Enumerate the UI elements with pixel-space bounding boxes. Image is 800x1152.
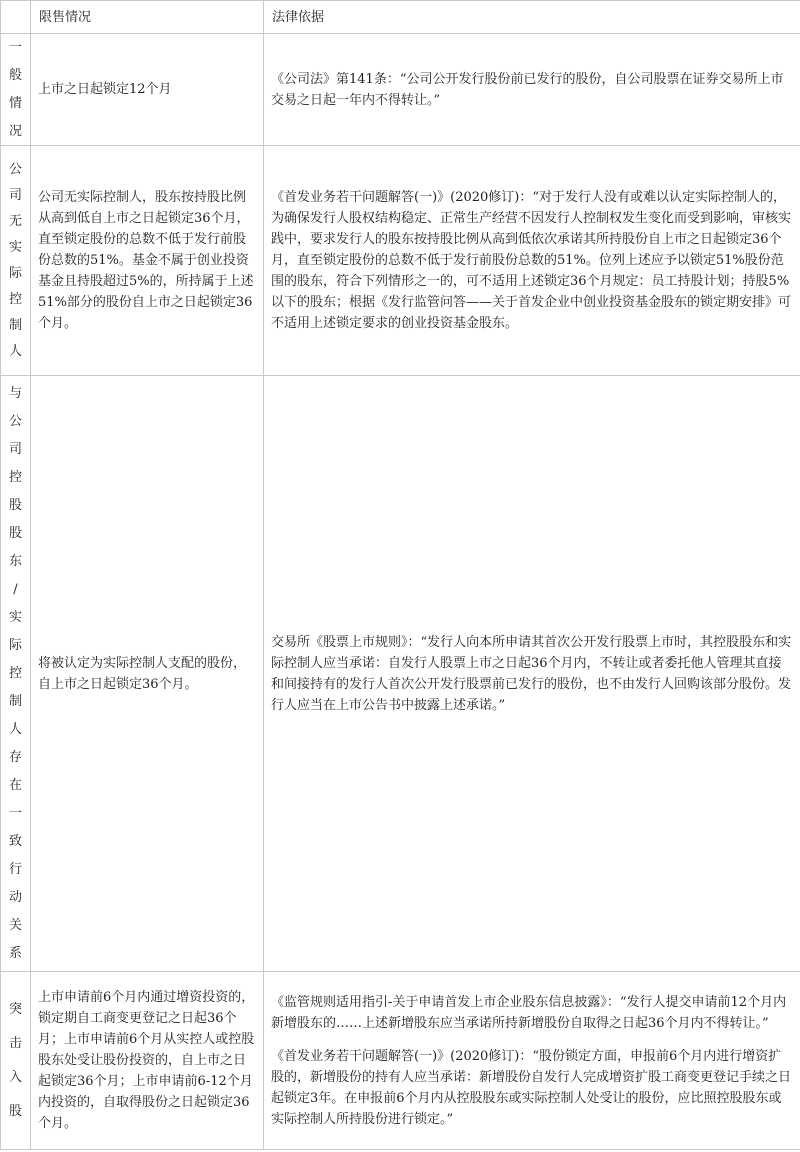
row-legal-basis	[264, 972, 800, 1150]
legal-basis-paragraph: 交易所《股票上市规则》：“发行人向本所申请其首次公开发行股票上市时，其控股股东和实际控制人应当承诺：自发行人股票上市之日起36个月内，不转让或者委托他人管理其直接和间接持有的发行人首次公开发行股票前已发行的股份，也不由发行人回购该部分股份。发行人应当在上市公告书中披露上述承诺。”	[271, 634, 792, 713]
row-restriction: 上市之日起锁定12个月	[31, 34, 264, 146]
category-char: 般	[8, 67, 22, 83]
category-char: 在	[8, 777, 22, 793]
category-char: 系	[8, 945, 22, 961]
category-char: 动	[8, 889, 22, 905]
category-char: 实	[8, 239, 22, 255]
category-char: 入	[8, 1069, 22, 1085]
row-legal-basis	[264, 376, 800, 972]
category-char: 控	[8, 291, 22, 307]
category-char: 况	[8, 123, 22, 139]
category-char: 制	[8, 693, 22, 709]
legal-basis-paragraph: 《首发业务若干问题解答(一)》(2020修订)：“对于发行人没有或难以认定实际控制人的，为确保发行人股权结构稳定、正常生产经营不因发行人控制权发生变化而受到影响，审核实践中，要求发行人的股东按持股比例从高到低依次承诺其所持股份自上市之日起锁定36个月，直至锁定股份的总数不低于发行前股份总数的51%。位列上述应予以锁定51%股份范围的股东，符合下列情形之一的，可不适用上述锁定36个月规定：员工持股计划；持股5%以下的股东；根据《发行监管问答——关于首发企业中创业投资基金股东的锁定期安排》可不适用上述锁定要求的创业投资基金股东。	[271, 190, 792, 331]
category-char: 公	[8, 413, 22, 429]
row-restriction: 上市申请前6个月内通过增资投资的，锁定期自工商变更登记之日起36个月；上市申请前6个月从实控人或控股股东处受让股份投资的，自上市之日起锁定36个月；上市申请前6-12个月内投资的，自取得股份之日起锁定36个月。	[31, 972, 264, 1150]
row-restriction: 将被认定为实际控制人支配的股份，自上市之日起锁定36个月。	[31, 376, 264, 972]
row-category	[1, 146, 31, 376]
category-char: 一	[8, 39, 22, 55]
legal-basis-paragraph: 《公司法》第141条：“公司公开发行股份前已发行的股份，自公司股票在证券交易所上市交易之日起一年内不得转让。”	[271, 71, 784, 108]
category-char: 际	[8, 265, 22, 281]
category-char: 情	[8, 95, 22, 111]
row-legal-basis	[264, 146, 800, 376]
category-char: 股	[8, 497, 22, 513]
table-row	[1, 34, 800, 146]
category-char: 司	[8, 187, 22, 203]
table-row	[1, 972, 800, 1150]
category-char: 关	[8, 917, 22, 933]
row-legal-basis	[264, 34, 800, 146]
header-restriction: 限售情况	[31, 1, 264, 34]
category-char: 实	[8, 609, 22, 625]
legal-basis-paragraph: 《首发业务若干问题解答(一)》(2020修订)：“股份锁定方面，申报前6个月内进行增资扩股的，新增股份的持有人应当承诺：新增股份自发行人完成增资扩股工商变更登记手续之日起锁定3年。在申报前6个月内从控股股东或实际控制人处受让的股份，应比照控股股东或实际控制人所持股份进行锁定。”	[271, 1048, 792, 1127]
category-char: 致	[8, 833, 22, 849]
category-char: 际	[8, 637, 22, 653]
table-row	[1, 146, 800, 376]
category-char: 司	[8, 441, 22, 457]
category-char: 公	[8, 161, 22, 177]
category-char: 与	[8, 385, 22, 401]
category-char: 控	[8, 469, 22, 485]
category-char: 股	[8, 1103, 22, 1119]
row-category	[1, 34, 31, 146]
category-char: 存	[8, 749, 22, 765]
row-category	[1, 972, 31, 1150]
category-char: 人	[8, 343, 22, 359]
row-restriction: 公司无实际控制人，股东按持股比例从高到低自上市之日起锁定36个月，直至锁定股份的总数不低于发行前股份总数的51%。基金不属于创业投资基金且持股超过5%的，所持属于上述51%部分的股份自上市之日起锁定36个月。	[31, 146, 264, 376]
category-char: 人	[8, 721, 22, 737]
header-legal-basis: 法律依据	[264, 1, 800, 34]
category-char: 无	[8, 213, 22, 229]
header-category	[1, 1, 31, 34]
legal-basis-paragraph: 《监管规则适用指引-关于申请首发上市企业股东信息披露》：“发行人提交申请前12个月内新增股东的……上述新增股东应当承诺所持新增股份自取得之日起36个月内不得转让。”	[271, 994, 787, 1031]
category-char: 东	[8, 553, 22, 569]
category-char: 制	[8, 317, 22, 333]
category-char: 击	[8, 1035, 22, 1051]
header-row	[1, 1, 800, 34]
category-char: 控	[8, 665, 22, 681]
category-char: 股	[8, 525, 22, 541]
category-char: 一	[8, 805, 22, 821]
category-char: 突	[8, 1001, 22, 1017]
category-char: /	[13, 581, 18, 597]
category-char: 行	[8, 861, 22, 877]
row-category	[1, 376, 31, 972]
table-row	[1, 376, 800, 972]
